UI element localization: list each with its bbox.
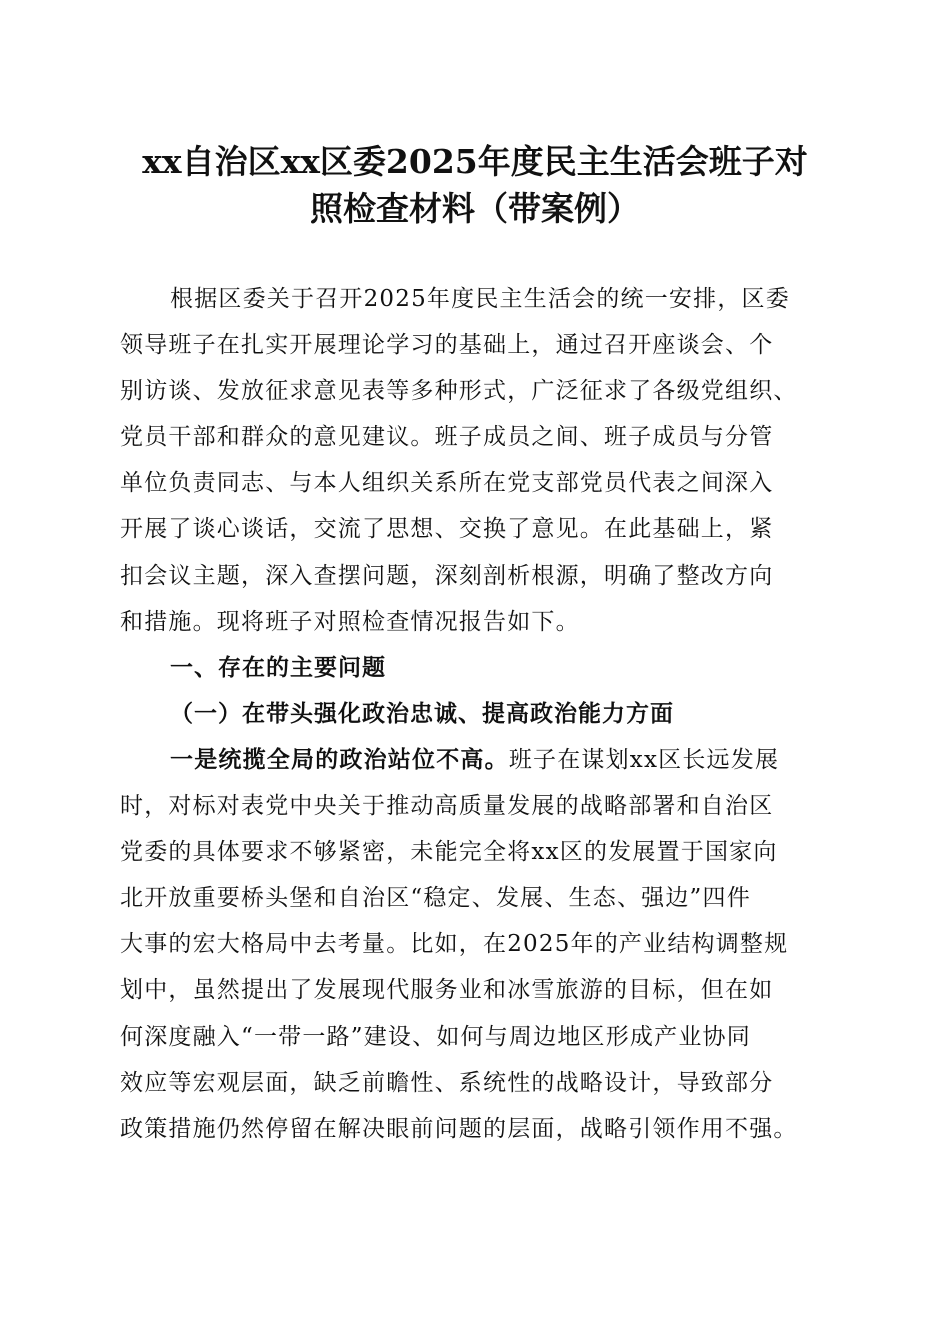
title-line-1: xx自治区xx区委2025年度民主生活会班子对 [142,142,808,181]
document-body [120,276,840,1152]
intro-line: 根据区委关于召开2025年度民主生活会的统一安排，区委 [170,286,790,312]
subsection-heading-1: （一）在带头强化政治忠诚、提高政治能力方面 [170,699,674,727]
intro-line: 别访谈、发放征求意见表等多种形式，广泛征求了各级党组织、 [120,378,798,405]
point-1-line: 北开放重要桥头堡和自治区“稳定、发展、生态、强边”四件 [120,885,751,912]
point-1-line: 效应等宏观层面，缺乏前瞻性、系统性的战略设计，导致部分 [120,1069,774,1096]
point-1-line: 党委的具体要求不够紧密，未能完全将xx区的发展置于国家向 [120,839,778,866]
point-1-first-rest: 班子在谋划xx区长远发展 [508,746,780,773]
point-1-first-line [120,737,840,783]
point-1-paragraph [120,737,840,1152]
point-1-line: 政策措施仍然停留在解决眼前问题的层面，战略引领作用不强。 [120,1115,798,1142]
intro-line: 领导班子在扎实开展理论学习的基础上，通过召开座谈会、个 [120,332,774,359]
intro-line: 单位负责同志、与本人组织关系所在党支部党员代表之间深入 [120,470,774,497]
point-1-line: 大事的宏大格局中去考量。比如，在2025年的产业结构调整规 [120,931,789,958]
intro-line: 和措施。现将班子对照检查情况报告如下。 [120,608,580,635]
intro-line: 扣会议主题，深入查摆问题，深刻剖析根源，明确了整改方向 [120,562,774,589]
intro-line: 开展了谈心谈话，交流了思想、交换了意见。在此基础上，紧 [120,516,774,543]
point-1-lead: 一是统揽全局的政治站位不高。 [170,745,509,773]
intro-line: 党员干部和群众的意见建议。班子成员之间、班子成员与分管 [120,424,774,451]
point-1-line: 划中，虽然提出了发展现代服务业和冰雪旅游的目标，但在如 [120,977,774,1004]
intro-paragraph [120,276,840,645]
title-line-2: 照检查材料（带案例） [310,189,640,228]
point-1-line: 时，对标对表党中央关于推动高质量发展的战略部署和自治区 [120,793,774,820]
section-heading-1: 一、存在的主要问题 [170,654,386,681]
point-1-line: 何深度融入“一带一路”建设、如何与周边地区形成产业协同 [120,1023,751,1050]
document-title [100,138,850,232]
